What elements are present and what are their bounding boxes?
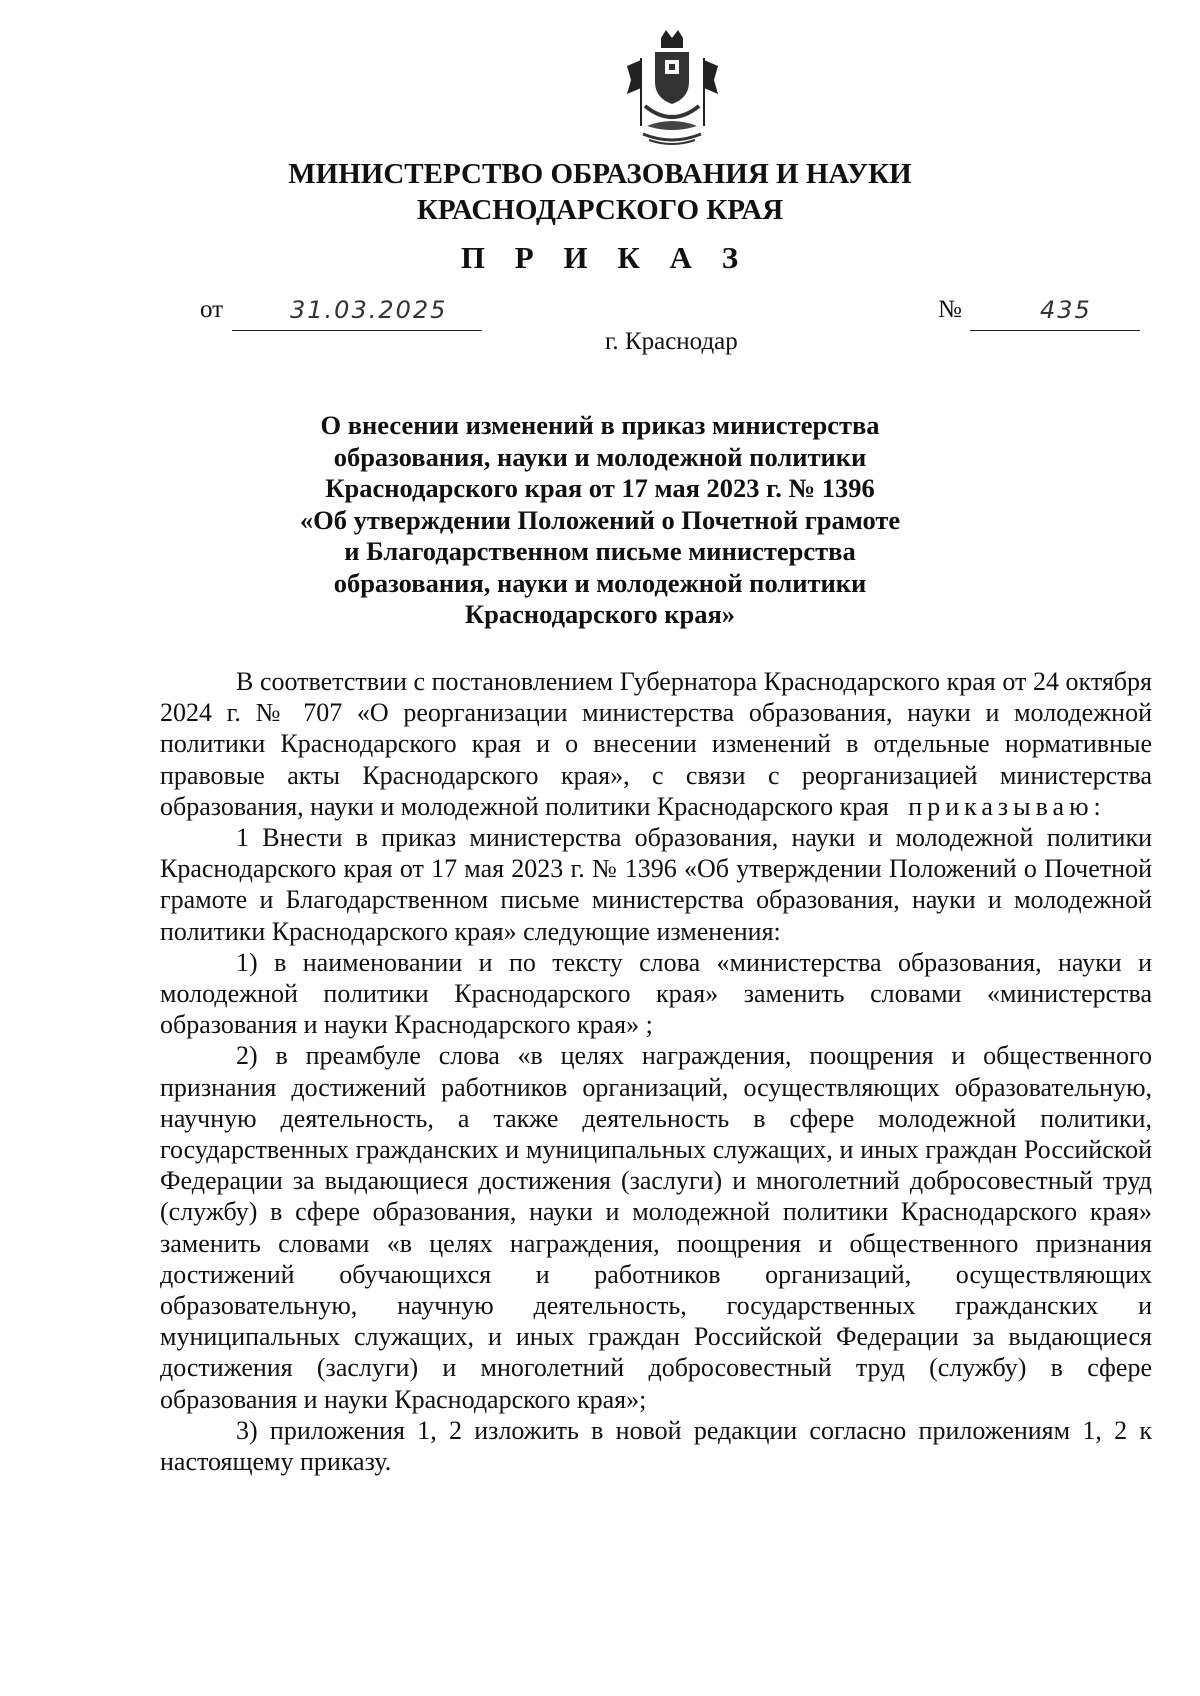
subject-line: О внесении изменений в приказ министерства [320, 410, 880, 440]
subject-line: Краснодарского края от 17 мая 2023 г. № 1396 [325, 473, 875, 503]
ministry-name-line-2: КРАСНОДАРСКОГО КРАЯ [416, 194, 784, 226]
subclause-3-paragraph: 3) приложения 1, 2 изложить в новой редакции согласно приложениям 1, 2 к настоящему приказу. [160, 1415, 1152, 1477]
number-label: № [938, 296, 962, 323]
preamble-paragraph [160, 666, 1152, 822]
clause-1-paragraph: 1 Внести в приказ министерства образования, науки и молодежной политики Краснодарского края от 17 мая 2023 г. № 1396 «Об утверждении Положений о Почетной грамоте и Благодарственном письме министерства образования, науки и молодежной политики Краснодарского края» следующие изменения: [160, 823, 1152, 946]
city: г. Краснодар [605, 328, 738, 355]
subclause-2-paragraph: 2) в преамбуле слова «в целях награждения, поощрения и общественного признания достижений работников организаций, осуществляющих образовательную, научную деятельность, а также деятельность в сфере молодежной политики, государственных гражданских и муниципальных служащих, и иных граждан Российской Федерации за выдающиеся достижения (заслуги) и многолетний добросовестный труд (службу) в сфере образования, науки и молодежной политики Краснодарского края» заменить словами «в целях награждения, поощрения и общественного признания достижений обучающихся и работников организаций, осуществляющих образовательную, научную деятельность, государственных гражданских и муниципальных служащих, и иных граждан Российской Федерации за выдающиеся достижения (заслуги) и многолетний добросовестный труд (службу) в сфере образования и науки Краснодарского края»; [160, 1041, 1152, 1414]
subject-line: Краснодарского края» [464, 599, 736, 629]
coat-of-arms-emblem [625, 30, 720, 148]
document-type-heading: П Р И К А З [460, 240, 750, 275]
date-handwritten: 31.03.2025 [290, 296, 448, 324]
document-subject [0, 410, 1200, 631]
subject-line: и Благодарственном письме министерства [344, 536, 856, 566]
subject-line: «Об утверждении Положений о Почетной грамоте [299, 504, 901, 535]
ministry-name-line-1: МИНИСТЕРСТВО ОБРАЗОВАНИЯ И НАУКИ [288, 158, 912, 190]
date-label: от [200, 296, 224, 323]
subclause-1-paragraph: 1) в наименовании и по тексту слова «министерства образования, науки и молодежной политики Краснодарского края» заменить словами «министерства образования и науки Краснодарского края» ; [160, 947, 1152, 1040]
ministry-name [0, 156, 1200, 228]
subject-line: образования, науки и молодежной политики [333, 441, 867, 472]
number-handwritten: 435 [1040, 296, 1092, 324]
preamble-text: В соответствии с постановлением Губернатора Краснодарского края от 24 октября 2024 г. № 707 «О реорганизации министерства образования, науки и молодежной политики Краснодарского края и о внесении изменений в отдельные нормативные правовые акты Краснодарского края», с связи с реорганизацией министерства образования, науки и молодежной политики Краснодарского края [160, 667, 1152, 821]
subject-line: образования, науки и молодежной политики [333, 567, 867, 598]
document-body [160, 666, 1152, 1477]
order-word: приказываю: [908, 791, 1106, 821]
